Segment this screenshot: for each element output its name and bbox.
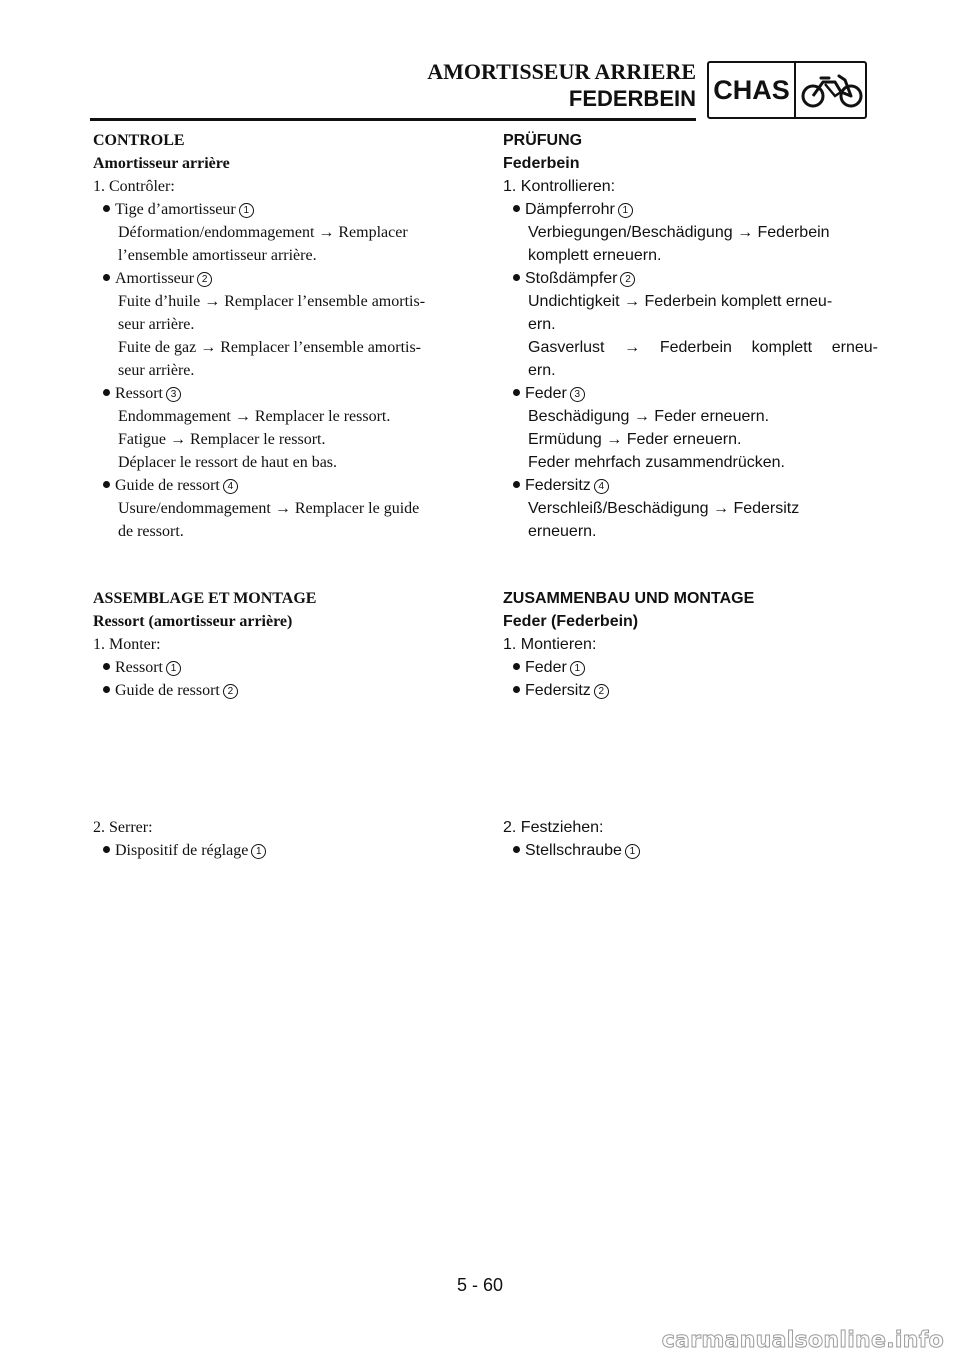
bullet-icon	[513, 205, 520, 212]
item-text: Déformation/endommagement → Remplacer	[118, 224, 408, 241]
bullet-item	[93, 656, 468, 679]
item-text: Fatigue → Remplacer le ressort.	[118, 431, 326, 448]
item-text: seur arrière.	[118, 362, 195, 379]
callout-number: 1	[166, 661, 181, 676]
item-label: Ressort	[115, 385, 163, 402]
item-label: Guide de ressort	[115, 682, 220, 699]
page-title-de: FEDERBEIN	[568, 86, 696, 111]
bullet-item	[93, 474, 468, 497]
bullet-icon	[513, 389, 520, 396]
bullet-icon	[103, 663, 110, 670]
item-text: Fuite de gaz → Remplacer l’ensemble amortis-	[118, 339, 422, 356]
callout-number: 1	[239, 203, 254, 218]
item-text: Fuite d’huile → Remplacer l’ensemble amortis-	[118, 293, 426, 310]
item-text: ern.	[528, 316, 556, 333]
bullet-item	[503, 267, 878, 290]
callout-number: 2	[620, 272, 635, 287]
step: 1. Kontrollieren:	[503, 178, 616, 195]
bullet-icon	[103, 389, 110, 396]
item-label: Federsitz	[525, 682, 591, 699]
callout-number: 3	[166, 387, 181, 402]
item-label: Stoßdämpfer	[525, 270, 618, 287]
subsection-heading: Amortisseur arrière	[93, 155, 230, 172]
item-label: Feder	[525, 385, 567, 402]
subsection-heading: Federbein	[503, 155, 580, 172]
section-heading: PRÜFUNG	[503, 132, 583, 149]
item-text: Gasverlust → Federbein komplett erneu-	[528, 339, 878, 356]
page-title-fr: AMORTISSEUR ARRIERE	[427, 59, 696, 84]
page-number: 5 - 60	[456, 1275, 504, 1295]
callout-number: 2	[223, 684, 238, 699]
item-label: Feder	[525, 659, 567, 676]
callout-number: 1	[625, 844, 640, 859]
watermark: carmanualsonline.info	[661, 1328, 944, 1353]
callout-number: 4	[594, 479, 609, 494]
item-label: Stellschraube	[525, 842, 622, 859]
bullet-item	[93, 198, 468, 221]
bullet-icon	[103, 205, 110, 212]
item-text: ern.	[528, 362, 556, 379]
section-badge	[707, 61, 867, 119]
item-text: komplett erneuern.	[528, 247, 662, 264]
de-assembly-section	[503, 587, 878, 702]
item-label: Amortisseur	[115, 270, 195, 287]
bullet-icon	[513, 481, 520, 488]
item-text: Déplacer le ressort de haut en bas.	[118, 454, 338, 471]
bullet-item	[93, 267, 468, 290]
item-text: seur arrière.	[118, 316, 195, 333]
callout-number: 4	[223, 479, 238, 494]
step: 2. Festziehen:	[503, 819, 604, 836]
item-text: de ressort.	[118, 523, 184, 540]
bullet-item	[503, 679, 878, 702]
section-heading: ZUSAMMENBAU UND MONTAGE	[503, 590, 755, 607]
step: 1. Montieren:	[503, 636, 597, 653]
item-label: Dispositif de réglage	[115, 842, 249, 859]
item-label: Tige d’amortisseur	[115, 201, 236, 218]
item-text: Verschleiß/Beschädigung → Federsitz	[528, 500, 800, 517]
de-inspection-section	[503, 129, 878, 543]
fr-assembly-section	[93, 587, 468, 702]
fr-tighten-section	[93, 816, 468, 862]
header-rule	[90, 118, 696, 121]
bullet-item	[503, 656, 878, 679]
bullet-icon	[103, 686, 110, 693]
bullet-item	[93, 839, 468, 862]
bullet-icon	[513, 686, 520, 693]
callout-number: 1	[251, 844, 266, 859]
section-heading: ASSEMBLAGE ET MONTAGE	[93, 590, 317, 607]
bullet-item	[93, 679, 468, 702]
subsection-heading: Ressort (amortisseur arrière)	[93, 613, 293, 630]
item-text: Ermüdung → Feder erneuern.	[528, 431, 742, 448]
bullet-icon	[513, 274, 520, 281]
item-label: Dämpferrohr	[525, 201, 615, 218]
bullet-icon	[103, 481, 110, 488]
bullet-icon	[103, 274, 110, 281]
callout-number: 1	[618, 203, 633, 218]
item-text: l’ensemble amortisseur arrière.	[118, 247, 317, 264]
item-text: Undichtigkeit → Federbein komplett erneu-	[528, 293, 833, 310]
item-text: Endommagement → Remplacer le ressort.	[118, 408, 391, 425]
callout-number: 2	[197, 272, 212, 287]
item-label: Guide de ressort	[115, 477, 220, 494]
step: 1. Contrôler:	[93, 178, 175, 195]
callout-number: 1	[570, 661, 585, 676]
item-text: Beschädigung → Feder erneuern.	[528, 408, 770, 425]
item-text: Usure/endommagement → Remplacer le guide	[118, 500, 420, 517]
callout-number: 3	[570, 387, 585, 402]
item-text: erneuern.	[528, 523, 597, 540]
bullet-icon	[513, 846, 520, 853]
subsection-heading: Feder (Federbein)	[503, 613, 639, 630]
bullet-icon	[513, 663, 520, 670]
bullet-item	[93, 382, 468, 405]
fr-inspection-section	[93, 129, 468, 543]
bullet-icon	[103, 846, 110, 853]
section-heading: CONTROLE	[93, 132, 185, 149]
section-label: CHAS	[713, 75, 790, 105]
step: 1. Monter:	[93, 636, 161, 653]
bullet-item	[503, 382, 878, 405]
item-text: Verbiegungen/Beschädigung → Federbein	[528, 224, 830, 241]
badge-divider	[794, 63, 796, 117]
bullet-item	[503, 474, 878, 497]
bullet-item	[503, 839, 878, 862]
item-label: Ressort	[115, 659, 163, 676]
de-tighten-section	[503, 816, 878, 862]
item-text: Feder mehrfach zusammendrücken.	[528, 454, 785, 471]
step: 2. Serrer:	[93, 819, 153, 836]
motorcycle-icon	[801, 70, 863, 110]
bullet-item	[503, 198, 878, 221]
item-label: Federsitz	[525, 477, 591, 494]
callout-number: 2	[594, 684, 609, 699]
